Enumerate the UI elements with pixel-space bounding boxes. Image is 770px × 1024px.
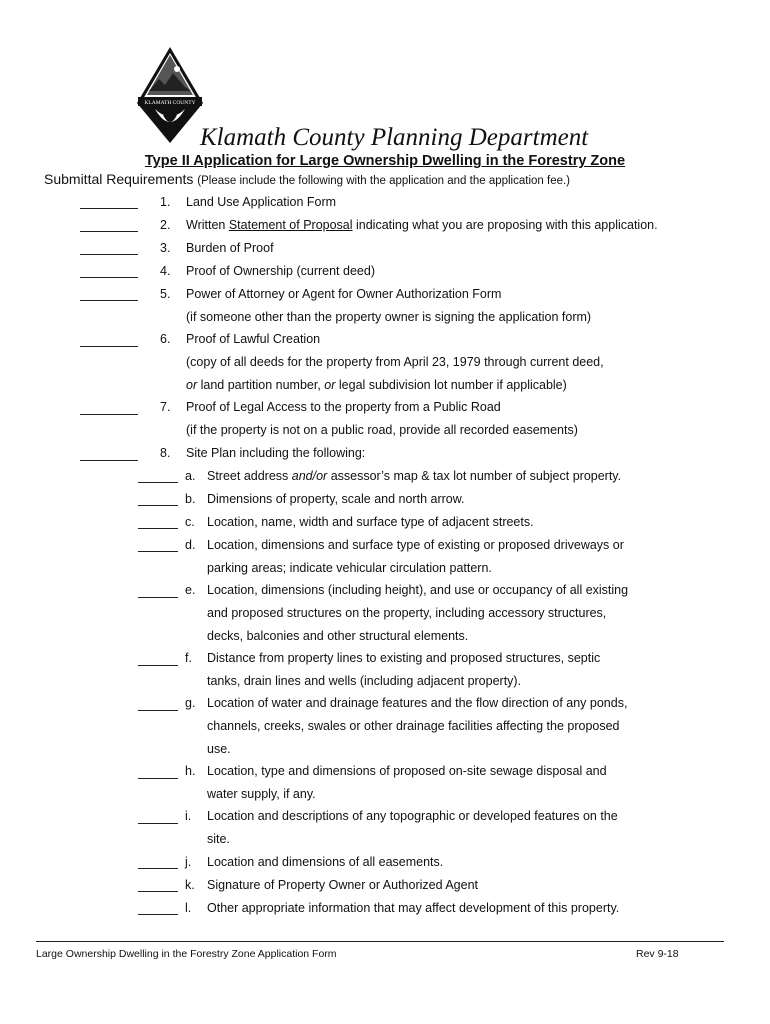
cont2-end: legal subdivision lot number if applicable) bbox=[335, 378, 567, 392]
or-2: or bbox=[324, 378, 336, 392]
item-4-text: Proof of Ownership (current deed) bbox=[186, 264, 375, 278]
subitem-a-text bbox=[207, 467, 621, 485]
logo-text: KLAMATH COUNTY bbox=[144, 100, 196, 106]
subitem-c-letter: c. bbox=[185, 515, 195, 529]
item-3-number: 3. bbox=[160, 241, 171, 255]
subitem-a-check-blank[interactable] bbox=[138, 470, 178, 483]
item-5-check-blank[interactable] bbox=[80, 288, 138, 301]
subitem-h-text-line-2: water supply, if any. bbox=[207, 787, 316, 801]
subitem-a-letter: a. bbox=[185, 469, 196, 483]
subitem-d-check-blank[interactable] bbox=[138, 539, 178, 552]
item-4-check-blank[interactable] bbox=[80, 265, 138, 278]
footer-form-name: Large Ownership Dwelling in the Forestry Zone Application Form bbox=[36, 948, 337, 960]
subitem-e-text-line-2: and proposed structures on the property, including accessory structures, bbox=[207, 606, 607, 620]
item-6-text: Proof of Lawful Creation bbox=[186, 332, 321, 346]
subitem-g-letter: g. bbox=[185, 696, 196, 710]
form-title: Type II Application for Large Ownership Dwelling in the Forestry Zone bbox=[144, 153, 626, 169]
subitem-i-text-line-2: site. bbox=[207, 832, 230, 846]
statement-of-proposal: Statement of Proposal bbox=[228, 218, 353, 232]
subitem-i-check-blank[interactable] bbox=[138, 811, 178, 824]
item-2-text bbox=[186, 216, 658, 234]
footer-revision: Rev 9-18 bbox=[636, 948, 679, 960]
item-6-check-blank[interactable] bbox=[80, 334, 138, 347]
submittal-heading bbox=[44, 171, 570, 187]
item-8-text: Site Plan including the following: bbox=[186, 446, 366, 460]
subitem-g-check-blank[interactable] bbox=[138, 698, 178, 711]
submittal-label: Submittal Requirements bbox=[44, 171, 194, 187]
subitem-a-pre: Street address bbox=[207, 469, 292, 483]
item-8-check-blank[interactable] bbox=[80, 448, 138, 461]
item-2-pre: Written bbox=[186, 218, 229, 232]
subitem-e-text-line-3: decks, balconies and other structural elements. bbox=[207, 629, 469, 643]
item-2-number: 2. bbox=[160, 218, 171, 232]
subitem-h-text-line-1: Location, type and dimensions of proposed on-site sewage disposal and bbox=[207, 764, 607, 778]
subitem-l-check-blank[interactable] bbox=[138, 902, 178, 915]
subitem-f-check-blank[interactable] bbox=[138, 653, 178, 666]
item-5-text: Power of Attorney or Agent for Owner Authorization Form bbox=[186, 287, 502, 301]
subitem-l-text: Other appropriate information that may affect development of this property. bbox=[207, 901, 620, 915]
item-6-continuation-2 bbox=[186, 376, 567, 394]
footer-divider bbox=[36, 941, 724, 942]
subitem-e-letter: e. bbox=[185, 583, 196, 597]
subitem-b-letter: b. bbox=[185, 492, 196, 506]
item-7-continuation: (if the property is not on a public road, provide all recorded easements) bbox=[186, 423, 578, 437]
subitem-k-check-blank[interactable] bbox=[138, 879, 178, 892]
item-2-check-blank[interactable] bbox=[80, 219, 138, 232]
subitem-i-letter: i. bbox=[185, 809, 192, 823]
subitem-e-check-blank[interactable] bbox=[138, 585, 178, 598]
subitem-e-text-line-1: Location, dimensions (including height), and use or occupancy of all existing bbox=[207, 583, 629, 597]
subitem-d-text-line-2: parking areas; indicate vehicular circulation pattern. bbox=[207, 561, 492, 575]
subitem-f-text-line-1: Distance from property lines to existing and proposed structures, septic bbox=[207, 651, 601, 665]
item-5-number: 5. bbox=[160, 287, 171, 301]
subitem-g-text-line-1: Location of water and drainage features and the flow direction of any ponds, bbox=[207, 696, 628, 710]
subitem-a-italic: and/or bbox=[291, 469, 328, 483]
item-8-number: 8. bbox=[160, 446, 171, 460]
department-name: Klamath County Planning Department bbox=[200, 124, 589, 151]
item-6-continuation: (copy of all deeds for the property from April 23, 1979 through current deed, bbox=[186, 355, 604, 369]
subitem-k-letter: k. bbox=[185, 878, 195, 892]
subitem-h-letter: h. bbox=[185, 764, 196, 778]
subitem-c-check-blank[interactable] bbox=[138, 516, 178, 529]
subitem-c-text: Location, name, width and surface type of adjacent streets. bbox=[207, 515, 534, 529]
item-3-check-blank[interactable] bbox=[80, 242, 138, 255]
subitem-f-letter: f. bbox=[185, 651, 192, 665]
submittal-note: (Please include the following with the application and the application fee.) bbox=[197, 175, 571, 187]
item-4-number: 4. bbox=[160, 264, 171, 278]
subitem-i-text-line-1: Location and descriptions of any topographic or developed features on the bbox=[207, 809, 618, 823]
subitem-b-text: Dimensions of property, scale and north arrow. bbox=[207, 492, 465, 506]
subitem-f-text-line-2: tanks, drain lines and wells (including adjacent property). bbox=[207, 674, 522, 688]
subitem-k-text: Signature of Property Owner or Authorized Agent bbox=[207, 878, 478, 892]
item-7-check-blank[interactable] bbox=[80, 402, 138, 415]
subitem-j-check-blank[interactable] bbox=[138, 856, 178, 869]
cont2-mid: land partition number, bbox=[197, 378, 325, 392]
item-1-text: Land Use Application Form bbox=[186, 195, 337, 209]
or-1: or bbox=[186, 378, 198, 392]
subitem-d-text-line-1: Location, dimensions and surface type of existing or proposed driveways or bbox=[207, 538, 624, 552]
subitem-h-check-blank[interactable] bbox=[138, 766, 178, 779]
subitem-b-check-blank[interactable] bbox=[138, 493, 178, 506]
item-1-number: 1. bbox=[160, 195, 171, 209]
item-7-text: Proof of Legal Access to the property from a Public Road bbox=[186, 400, 501, 414]
subitem-j-letter: j. bbox=[185, 855, 192, 869]
item-3-text: Burden of Proof bbox=[186, 241, 274, 255]
subitem-d-letter: d. bbox=[185, 538, 196, 552]
item-6-number: 6. bbox=[160, 332, 171, 346]
item-5-continuation: (if someone other than the property owner is signing the application form) bbox=[186, 310, 592, 324]
subitem-g-text-line-3: use. bbox=[207, 742, 231, 756]
item-1-check-blank[interactable] bbox=[80, 196, 138, 209]
subitem-a-post: assessor’s map & tax lot number of subject property. bbox=[327, 469, 622, 483]
subitem-g-text-line-2: channels, creeks, swales or other drainage facilities affecting the proposed bbox=[207, 719, 620, 733]
item-2-post: indicating what you are proposing with this application. bbox=[352, 218, 658, 232]
klamath-county-logo bbox=[135, 45, 205, 145]
item-7-number: 7. bbox=[160, 400, 171, 414]
subitem-l-letter: l. bbox=[185, 901, 192, 915]
subitem-j-text: Location and dimensions of all easements. bbox=[207, 855, 444, 869]
